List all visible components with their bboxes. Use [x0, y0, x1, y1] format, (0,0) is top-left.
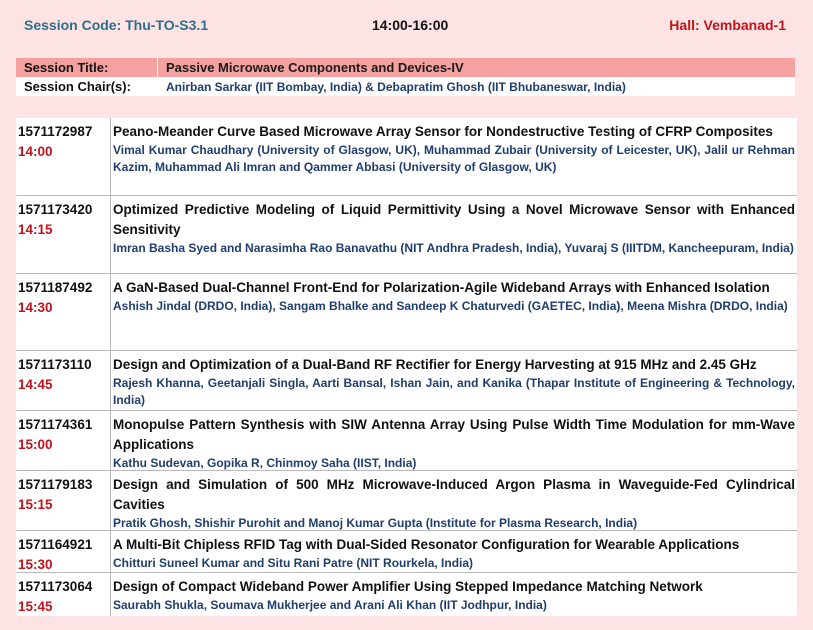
paper-id: 1571164921 [18, 537, 93, 552]
paper-body [111, 196, 797, 273]
paper-authors: Vimal Kumar Chaudhary (University of Glasgow, UK), Muhammad Zubair (University of Leicester, UK), Jalil ur Rehman Kazim, Muhammad Ali Imran and Qammer Abbasi (University of Glasgow, UK) [113, 143, 795, 174]
paper-title: Design and Simulation of 500 MHz Microwave-Induced Argon Plasma in Waveguide-Fed Cylindrical Cavities [113, 477, 795, 512]
paper-time: 15:00 [18, 437, 53, 452]
paper-time: 15:15 [18, 497, 53, 512]
paper-body [111, 573, 797, 616]
paper-id-cell [16, 351, 111, 410]
paper-row [16, 531, 797, 573]
paper-body [111, 351, 797, 410]
session-title-label: Session Title: [16, 58, 158, 77]
paper-authors: Pratik Ghosh, Shishir Purohit and Manoj Kumar Gupta (Institute for Plasma Research, India) [113, 516, 638, 530]
paper-title: Design and Optimization of a Dual-Band RF Rectifier for Energy Harvesting at 915 MHz and 2.45 GHz [113, 357, 757, 372]
paper-id-cell [16, 531, 111, 572]
paper-row [16, 411, 797, 471]
session-hall: Hall: Vembanad-1 [669, 17, 786, 33]
paper-body [111, 411, 797, 470]
session-info [16, 58, 795, 96]
paper-time: 15:45 [18, 599, 53, 614]
paper-title: A GaN-Based Dual-Channel Front-End for Polarization-Agile Wideband Arrays with Enhanced Isolation [113, 280, 770, 295]
paper-title: Monopulse Pattern Synthesis with SIW Antenna Array Using Pulse Width Time Modulation for mm-Wave Applications [113, 417, 795, 452]
paper-row [16, 196, 797, 274]
paper-body [111, 471, 797, 530]
paper-title: Peano-Meander Curve Based Microwave Array Sensor for Nondestructive Testing of CFRP Composites [113, 124, 773, 139]
paper-row [16, 573, 797, 616]
paper-id: 1571172987 [18, 124, 93, 139]
paper-id: 1571173110 [18, 357, 92, 372]
paper-authors: Rajesh Khanna, Geetanjali Singla, Aarti Bansal, Ishan Jain, and Kanika (Thapar Institute of Engineering & Technology, India) [113, 376, 795, 407]
paper-id-cell [16, 411, 111, 470]
paper-authors: Kathu Sudevan, Gopika R, Chinmoy Saha (IIST, India) [113, 456, 417, 470]
paper-body [111, 274, 797, 350]
paper-id-cell [16, 196, 111, 273]
paper-title: Design of Compact Wideband Power Amplifier Using Stepped Impedance Matching Network [113, 579, 703, 594]
session-chairs: Anirban Sarkar (IIT Bombay, India) & Debapratim Ghosh (IIT Bhubaneswar, India) [166, 79, 626, 94]
paper-time: 14:45 [18, 377, 53, 392]
paper-row [16, 351, 797, 411]
paper-time: 14:30 [18, 300, 53, 315]
paper-id-cell [16, 274, 111, 350]
paper-body [111, 118, 797, 195]
paper-title: A Multi-Bit Chipless RFID Tag with Dual-Sided Resonator Configuration for Wearable Applications [113, 537, 740, 552]
paper-id: 1571173064 [18, 579, 93, 594]
paper-id: 1571179183 [18, 477, 93, 492]
paper-id: 1571173420 [18, 202, 93, 217]
paper-id-cell [16, 471, 111, 530]
session-chair-label: Session Chair(s): [24, 79, 131, 94]
paper-id: 1571187492 [18, 280, 93, 295]
paper-time: 14:15 [18, 222, 53, 237]
paper-row [16, 471, 797, 531]
paper-id-cell [16, 573, 111, 616]
paper-authors: Saurabh Shukla, Soumava Mukherjee and Arani Ali Khan (IIT Jodhpur, India) [113, 598, 547, 612]
session-title-row [16, 58, 795, 77]
paper-list [16, 118, 797, 616]
paper-authors: Chitturi Suneel Kumar and Situ Rani Patre (NIT Rourkela, India) [113, 556, 474, 570]
session-time: 14:00-16:00 [372, 17, 449, 33]
paper-body [111, 531, 797, 572]
paper-authors: Imran Basha Syed and Narasimha Rao Banavathu (NIT Andhra Pradesh, India), Yuvaraj S (IIITDM, Kancheepuram, India) [113, 241, 794, 255]
session-title: Passive Microwave Components and Devices-IV [166, 60, 464, 75]
paper-row [16, 274, 797, 351]
paper-title: Optimized Predictive Modeling of Liquid Permittivity Using a Novel Microwave Sensor with Enhanced Sensitivity [113, 202, 795, 237]
paper-time: 14:00 [18, 144, 53, 159]
session-chair-row [16, 77, 795, 96]
paper-authors: Ashish Jindal (DRDO, India), Sangam Bhalke and Sandeep K Chaturvedi (GAETEC, India), Meena Mishra (DRDO, India) [113, 299, 788, 313]
paper-id-cell [16, 118, 111, 195]
paper-id: 1571174361 [18, 417, 93, 432]
paper-time: 15:30 [18, 557, 53, 572]
paper-row [16, 118, 797, 196]
session-code: Session Code: Thu-TO-S3.1 [24, 17, 209, 33]
